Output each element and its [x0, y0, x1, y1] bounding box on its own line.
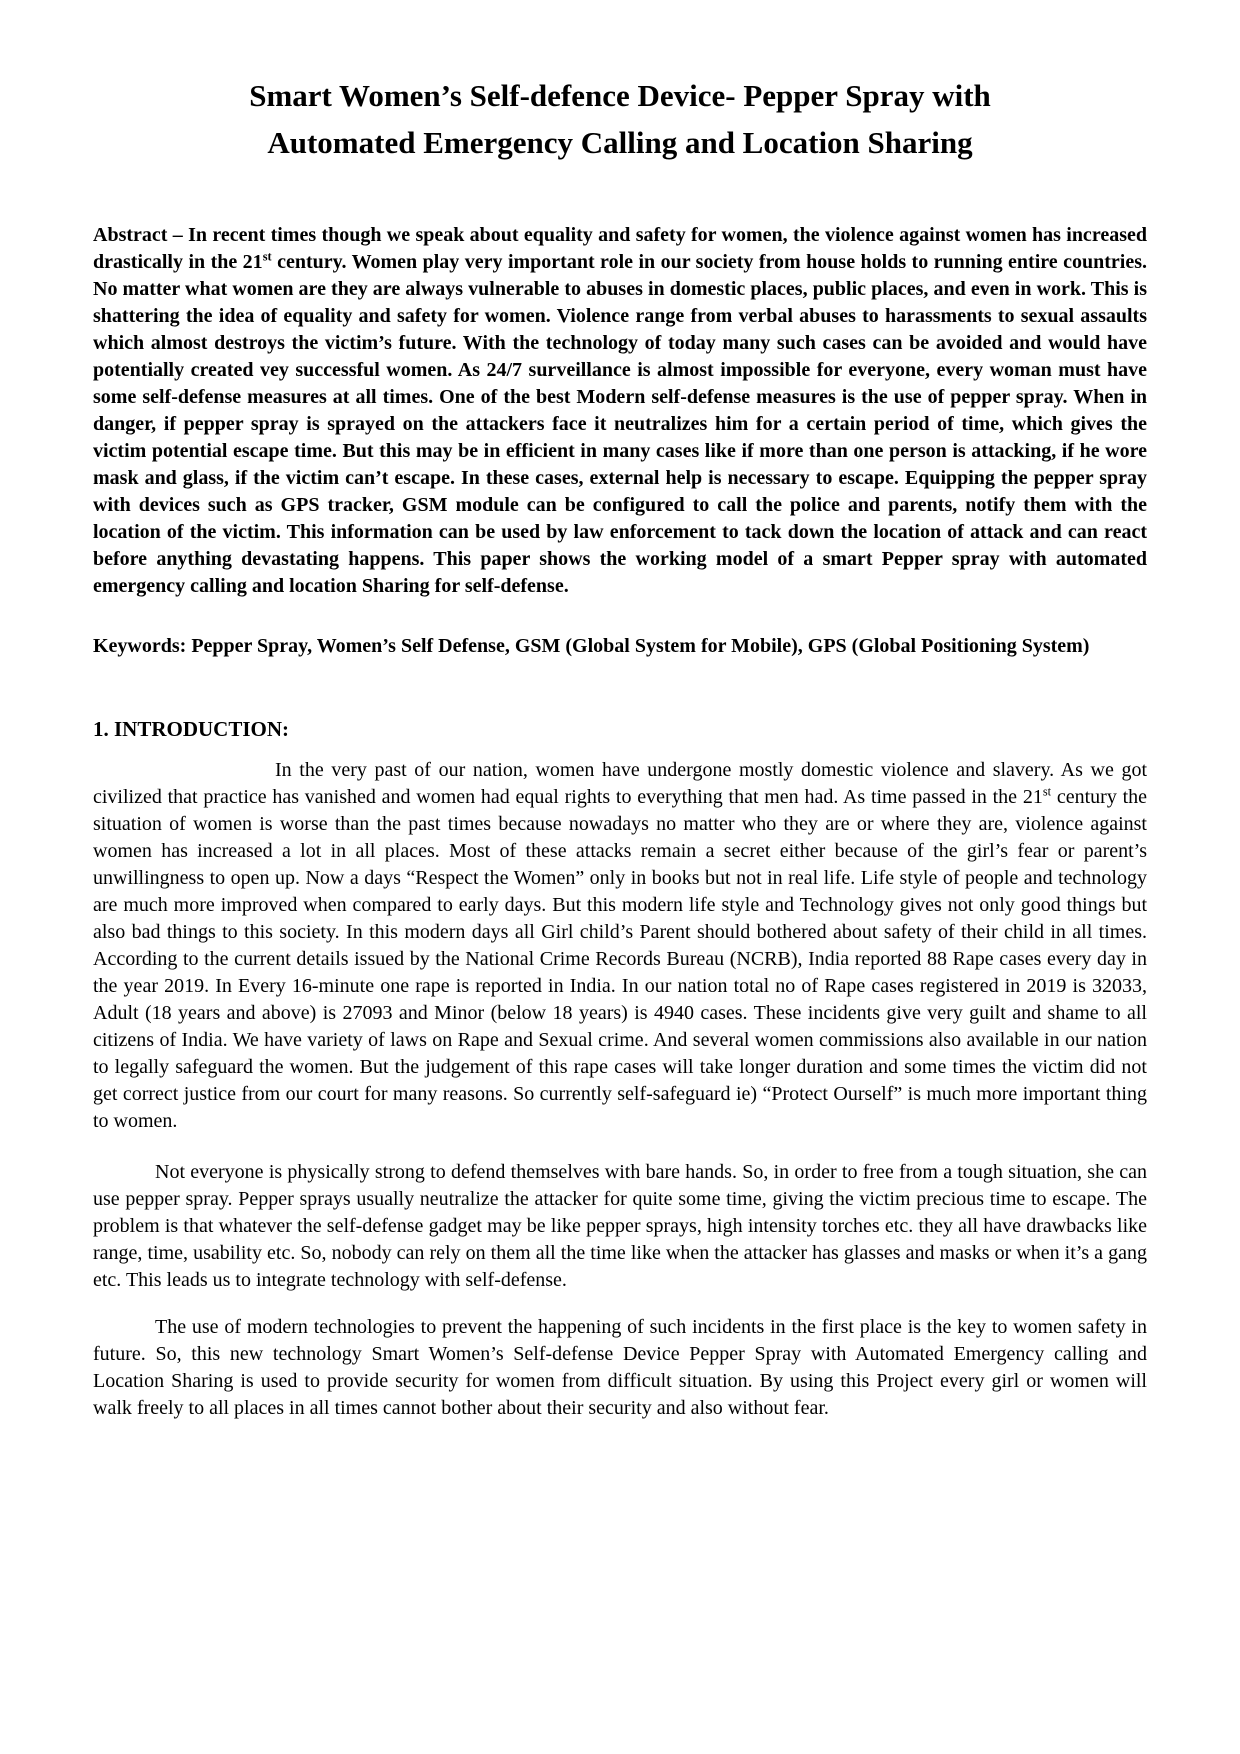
introduction-paragraph-1: In the very past of our nation, women have undergone mostly domestic violence and slavery. As we got civilized that practice has vanished and women had equal rights to everything that men had. As time passed in the 21st century the situation of women is worse than the past times because nowadays no matter who they are or where they are, violence against women has increased a lot in all places. Most of these attacks remain a secret either because of the girl’s fear or parent’s unwillingness to open up. Now a days “Respect the Women” only in books but not in real life. Life style of people and technology are much more improved when compared to early days. But this modern life style and Technology gives not only good things but also bad things to this society. In this modern days all Girl child’s Parent should bothered about safety of their child in all times. According to the current details issued by the National Crime Records Bureau (NCRB), India reported 88 Rape cases every day in the year 2019. In Every 16-minute one rape is reported in India. In our nation total no of Rape cases registered in 2019 is 32033, Adult (18 years and above) is 27093 and Minor (below 18 years) is 4940 cases. These incidents give very guilt and shame to all citizens of India. We have variety of laws on Rape and Sexual crime. And several women commissions also available in our nation to legally safeguard the women. But the judgement of this rape cases will take longer duration and some times the victim did not get correct justice from our court for many reasons. So currently self-safeguard ie) “Protect Ourself” is much more important thing to women.	[93, 759, 1148, 1132]
paper-title-line-2: Automated Emergency Calling and Location Sharing	[267, 125, 973, 160]
paper-title	[93, 72, 1147, 166]
paper-title-line-1: Smart Women’s Self-defence Device- Pepper Spray with	[249, 78, 991, 113]
introduction-paragraph-2: Not everyone is physically strong to defend themselves with bare hands. So, in order to free from a tough situation, she can use pepper spray. Pepper sprays usually neutralize the attacker for quite some time, giving the victim precious time to escape. The problem is that whatever the self-defense gadget may be like pepper sprays, high intensity torches etc. they all have drawbacks like range, time, usability etc. So, nobody can rely on them all the time like when the attacker has glasses and masks or when it’s a gang etc. This leads us to integrate technology with self-defense.	[93, 1161, 1147, 1291]
abstract-paragraph: Abstract – In recent times though we speak about equality and safety for women, the violence against women has increased drastically in the 21st century. Women play very important role in our society from house holds to running entire countries. No matter what women are they are always vulnerable to abuses in domestic places, public places, and even in work. This is shattering the idea of equality and safety for women. Violence range from verbal abuses to harassments to sexual assaults which almost destroys the victim’s future. With the technology of today many such cases can be avoided and would have potentially created vey successful women. As 24/7 surveillance is almost impossible for everyone, every woman must have some self-defense measures at all times. One of the best Modern self-defense measures is the use of pepper spray. When in danger, if pepper spray is sprayed on the attackers face it neutralizes him for a certain period of time, which gives the victim potential escape time. But this may be in efficient in many cases like if more than one person is attacking, if he wore mask and glass, if the victim can’t escape. In these cases, external help is necessary to escape. Equipping the pepper spray with devices such as GPS tracker, GSM module can be configured to call the police and parents, notify them with the location of the victim. This information can be used by law enforcement to tack down the location of attack and can react before anything devastating happens. This paper shows the working model of a smart Pepper spray with automated emergency calling and location Sharing for self-defense.	[93, 224, 1147, 597]
keywords-paragraph: Keywords: Pepper Spray, Women’s Self Defense, GSM (Global System for Mobile), GPS (Global Positioning System)	[93, 635, 1090, 657]
section-heading-introduction: 1. INTRODUCTION:	[93, 717, 290, 741]
introduction-paragraph-3: The use of modern technologies to prevent the happening of such incidents in the first place is the key to women safety in future. So, this new technology Smart Women’s Self-defense Device Pepper Spray with Automated Emergency calling and Location Sharing is used to provide security for women from difficult situation. By using this Project every girl or women will walk freely to all places in all times cannot bother about their security and also without fear.	[93, 1316, 1147, 1419]
